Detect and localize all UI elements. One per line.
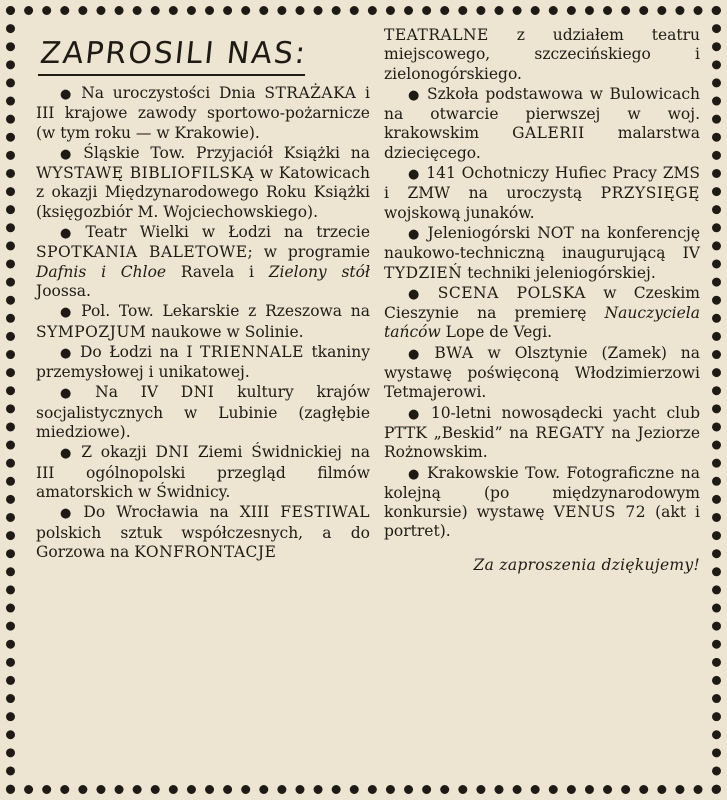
highlighted-event: STRAŻAKA [264, 84, 357, 102]
item-text: i III krajowe zawody sportowo-pożarnicze (w tym roku — w Krakowie). [36, 84, 370, 142]
continued-paragraph [384, 26, 700, 84]
item-text: Na IV [95, 383, 181, 402]
item-text: Do Łodzi na I [79, 342, 201, 361]
item-text: wojskową junaków. [384, 203, 535, 222]
item-text: Szkoła podstawowa w Bulowicach na otwarcie pierwszej w woj. krakowskim [384, 84, 700, 143]
bullet-icon: ● [60, 305, 76, 321]
item-text: Na uroczystości Dnia [81, 84, 265, 102]
invitation-item [36, 302, 370, 342]
highlighted-event: GALERII [512, 124, 585, 143]
item-text: Teatr Wielki w Łodzi na trzecie [85, 223, 370, 242]
bullet-icon: ● [408, 406, 425, 422]
bullet-icon: ● [408, 466, 421, 482]
item-text: ; w programie [247, 243, 370, 262]
highlighted-event: DNI [180, 383, 215, 402]
item-text: Ravela i [166, 262, 269, 281]
work-title: Nauczyciela tańców [384, 304, 700, 342]
bullet-icon: ● [60, 345, 74, 361]
bullet-icon: ● [60, 386, 90, 402]
bullet-icon: ● [408, 226, 422, 242]
item-text: 141 Ochotniczy Hufiec Pracy ZMS i ZMW na uroczystą [384, 164, 700, 203]
invitation-item [36, 383, 370, 442]
item-text: polskich sztuk współczesnych, a do Gorzowa na [36, 523, 370, 561]
invitation-item [36, 343, 370, 383]
invitation-item [36, 84, 370, 143]
article-heading: ZAPROSILI NAS: [38, 36, 309, 76]
item-text: kultury krajów socjalistycznych w Lubinie (zagłębie miedziowe). [36, 383, 370, 442]
invitation-item [384, 164, 700, 223]
work-title: Zielony stół [268, 262, 370, 281]
highlighted-event: DNI [155, 443, 190, 462]
invitation-item [36, 503, 370, 562]
highlighted-event: REGATY [535, 423, 605, 442]
item-text: na Jeziorze Rożnowskim. [384, 423, 700, 462]
left-item-list [36, 84, 370, 562]
item-text: Joossa. [36, 281, 91, 300]
bullet-icon: ● [408, 286, 432, 302]
highlighted-event: VENUS 72 [553, 503, 647, 522]
bullet-icon: ● [60, 446, 76, 462]
bullet-icon: ● [60, 87, 76, 102]
article-body [36, 26, 700, 776]
item-text: Krakowskie Tow. Fotograficzne na kolejną (po międzynarodowym konkursie) wystawę [384, 463, 700, 522]
bullet-icon: ● [60, 146, 78, 162]
left-column [36, 26, 370, 776]
item-text: Lope de Vegi. [440, 323, 553, 342]
bullet-icon: ● [408, 87, 422, 103]
item-text: z udziałem teatru miejscowego, szczecińskiego i zielonogórskiego. [384, 26, 700, 83]
item-text: Do Wrocławia na XIII [83, 503, 281, 522]
item-text: 10-letni nowosądecki yacht club PTTK „Beskid” na [384, 403, 700, 442]
invitation-item [384, 224, 700, 283]
item-text: techniki jeleniogórskiej. [462, 263, 656, 282]
item-text: w Czeskim Cieszynie na premierę [384, 283, 701, 323]
right-column [384, 26, 700, 776]
highlighted-event: BWA [434, 343, 474, 362]
highlighted-event: FESTIWAL [280, 503, 371, 522]
bullet-icon: ● [60, 506, 78, 522]
right-item-list [384, 85, 700, 542]
item-text: Z okazji [81, 443, 156, 462]
highlighted-event: PRZYSIĘGĘ [600, 184, 700, 203]
item-text: Jeleniogórski NOT na konferencję naukowo-techniczną inaugurującą IV [384, 223, 700, 263]
item-text: Śląskie Tow. Przyjaciół Książki na [83, 143, 371, 162]
highlighted-event: SCENA POLSKA [437, 283, 586, 302]
item-text: naukowe w Solinie. [146, 322, 304, 341]
item-text: w Olsztynie (Zamek) na wystawę poświęconą Włodzimierzowi Tetmajerowi. [384, 343, 701, 402]
highlighted-event: WYSTAWĘ BIBLIOFILSKĄ [36, 164, 255, 183]
work-title: Dafnis i Chloe [36, 262, 167, 281]
item-text: malarstwa dziecięcego. [384, 124, 700, 162]
invitation-item [36, 443, 370, 502]
invitation-item [384, 464, 700, 542]
invitation-item [36, 144, 370, 222]
highlighted-event: TYDZIEŃ [384, 263, 463, 282]
invitation-item [384, 404, 700, 463]
invitation-item [384, 344, 700, 403]
highlighted-event: TEATRALNE [384, 26, 489, 44]
highlighted-event: SPOTKANIA BALETOWE [36, 243, 248, 262]
item-text: Ziemi Świdnickiej na III ogólnopolski przegląd filmów amatorskich w Świdnicy. [36, 443, 370, 501]
item-text: tkaniny przemysłowej i unikatowej. [36, 342, 370, 382]
bullet-icon: ● [60, 226, 80, 242]
invitation-item [384, 284, 700, 343]
highlighted-event: KONFRONTACJE [134, 542, 277, 561]
thanks-note: Za zaproszenia dziękujemy! [473, 555, 700, 574]
bullet-icon: ● [408, 346, 429, 362]
item-text: (akt i portret). [384, 503, 700, 541]
item-text: w Katowicach z okazji Międzynarodowego Roku Książki (księgozbiór M. Wojciechowskiego). [36, 164, 370, 221]
bullet-icon: ● [408, 167, 421, 183]
highlighted-event: SYMPOZJUM [36, 322, 147, 341]
invitation-item [384, 85, 700, 163]
invitation-item [36, 223, 370, 301]
highlighted-event: TRIENNALE [200, 342, 304, 361]
item-text: Pol. Tow. Lekarskie z Rzeszowa na [81, 302, 370, 321]
